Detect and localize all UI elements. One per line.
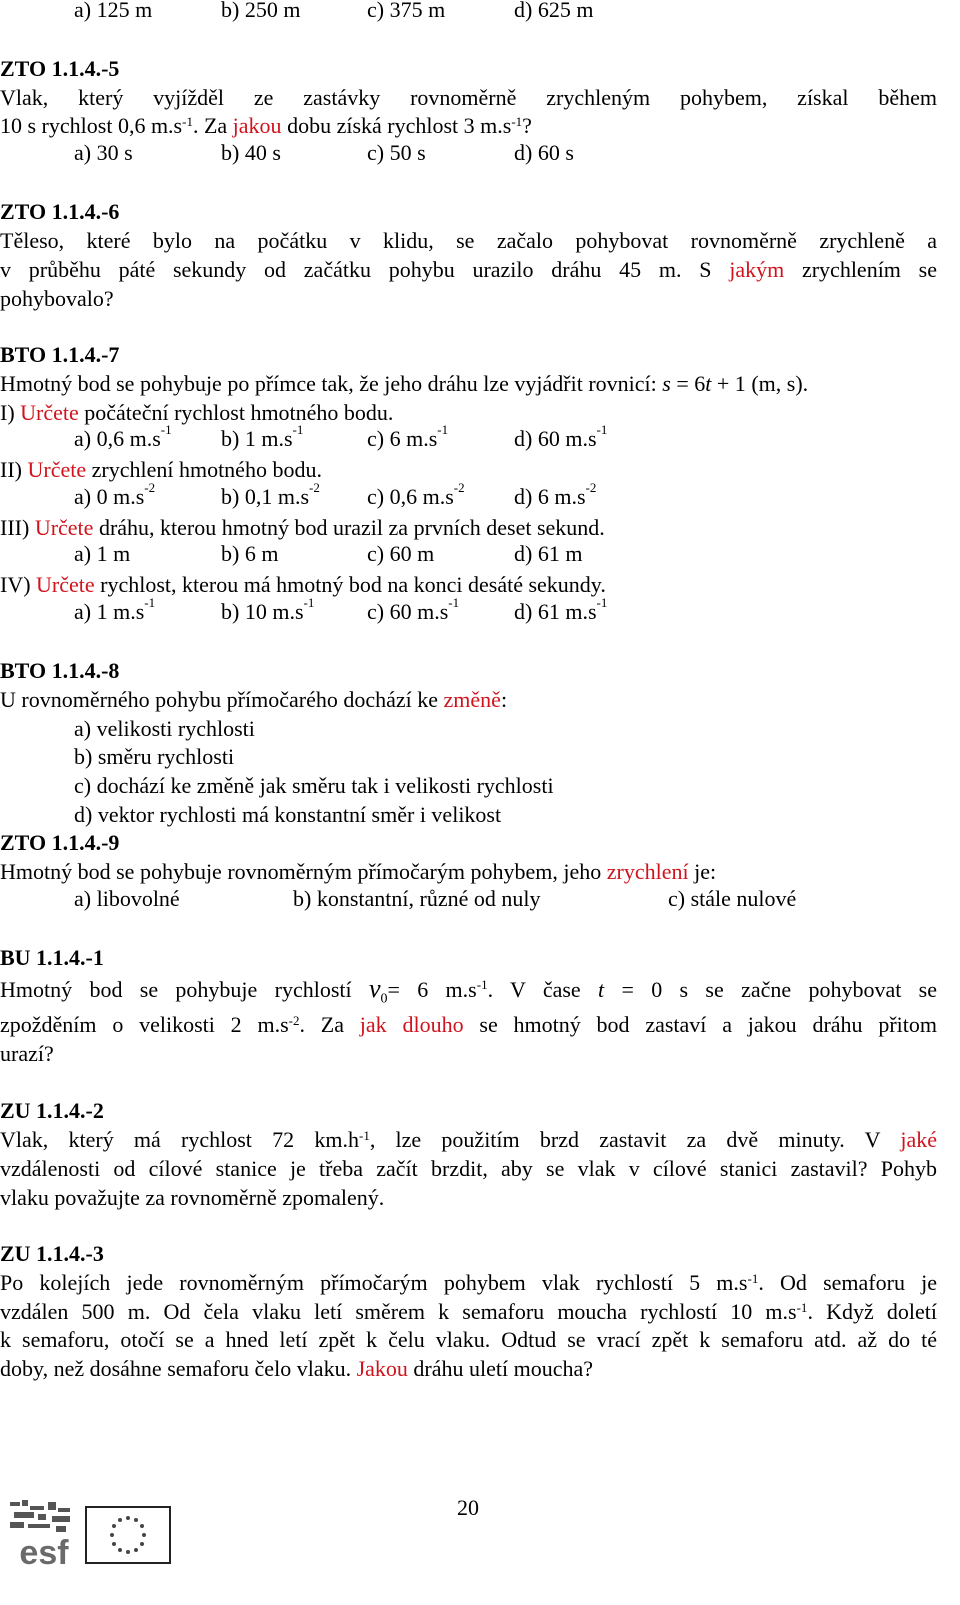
- highlight-word: změně: [443, 687, 501, 712]
- question-heading: BTO 1.1.4.-8: [0, 658, 120, 683]
- question-heading: ZU 1.1.4.-3: [0, 1241, 104, 1266]
- option-a: a) velikosti rychlosti: [74, 716, 255, 741]
- question-text-line: Hmotný bod se pohybuje rychlostí $v_0= 6$ $m.s^{-1}$. V čase t = 0 s se začne pohybovat se: [0, 974, 938, 1007]
- option-b: b) konstantní, různé od nuly: [293, 886, 541, 911]
- option-b: b) 6 m: [221, 541, 279, 566]
- question-heading: ZTO 1.1.4.-6: [0, 199, 120, 224]
- option-b: b) 40 s: [221, 140, 281, 165]
- highlight-word: jaké: [900, 1127, 937, 1152]
- option-c: c) 60 $m.s^{-1}$: [367, 595, 460, 624]
- question-text-line: Hmotný bod se pohybuje rovnoměrným přímočarým pohybem, jeho zrychlení je:: [0, 859, 717, 884]
- option-c: c) 60 m: [367, 541, 435, 566]
- option-a: a) 0,6 $m.s^{-1}$: [74, 422, 172, 451]
- subquestion-line: III) Určete dráhu, kterou hmotný bod urazil za prvních deset sekund.: [0, 515, 605, 540]
- question-text-line: vzdálenosti od cílové stanice je třeba začít brzdit, aby se vlak v cílové stanici zastavil? Pohyb: [0, 1156, 937, 1181]
- eu-flag: [85, 1506, 171, 1564]
- page-number: 20: [457, 1495, 479, 1520]
- esf-logo-icon: [8, 1498, 80, 1570]
- answer-options: [0, 422, 937, 455]
- subquestion-line: II) Určete zrychlení hmotného bodu.: [0, 457, 322, 482]
- question-text-line: v průběhu páté sekundy od začátku pohybu urazilo dráhu 45 m. S jakým zrychlením se: [0, 257, 937, 282]
- question-heading: ZTO 1.1.4.-9: [0, 830, 120, 855]
- equation: s = 6t + 1: [662, 371, 746, 396]
- question-text-line: vlaku považujte za rovnoměrně zpomalený.: [0, 1185, 385, 1210]
- option-d: d) 61 m: [514, 541, 583, 566]
- answer-options: [0, 480, 937, 513]
- question-heading: BTO 1.1.4.-7: [0, 342, 120, 367]
- question-text-line: U rovnoměrného pohybu přímočarého dochází ke změně:: [0, 687, 508, 712]
- question-text-line: Po kolejích jede rovnoměrným přímočarým pohybem vlak rychlostí 5 $m.s^{-1}$. Od semaforu je: [0, 1270, 937, 1295]
- question-heading: ZTO 1.1.4.-5: [0, 56, 120, 81]
- option-d: d) vektor rychlosti má konstantní směr i velikost: [74, 802, 502, 827]
- answer-options: [0, 541, 937, 570]
- question-text-line: k semaforu, otočí se a hned letí zpět k čelu vlaku. Odtud se vrací zpět k semaforu atd. až do té: [0, 1327, 937, 1352]
- answer-options: [0, 595, 937, 628]
- question-text-line: urazí?: [0, 1041, 54, 1066]
- option-a: a) 125 m: [74, 0, 153, 22]
- eu-stars-icon: [87, 1508, 169, 1562]
- question-heading: ZU 1.1.4.-2: [0, 1098, 104, 1123]
- prev-question-options: [0, 0, 937, 26]
- question-heading: BU 1.1.4.-1: [0, 945, 104, 970]
- question-text-line: Těleso, které bylo na počátku v klidu, se začalo pohybovat rovnoměrně zrychleně a: [0, 228, 937, 253]
- option-d: d) 60 $m.s^{-1}$: [514, 422, 608, 451]
- esf-logo-text: esf: [19, 1534, 69, 1570]
- question-text-line: Vlak, který vyjížděl ze zastávky rovnoměrně zrychleným pohybem, získal během: [0, 85, 937, 110]
- question-text-line: zpožděním o velikosti 2 $m.s^{-2}$. Za jak dlouho se hmotný bod zastaví a jakou dráhu přitom: [0, 1012, 937, 1037]
- option-a: a) libovolné: [74, 886, 180, 911]
- esf-logo: [8, 1498, 80, 1570]
- option-a: a) 1 m: [74, 541, 131, 566]
- option-a: a) 1 $m.s^{-1}$: [74, 595, 156, 624]
- subquestion-line: I) Určete počáteční rychlost hmotného bodu.: [0, 400, 394, 425]
- highlight-word: Určete: [34, 515, 94, 540]
- question-text-line: 10 s rychlost 0,6 $m.s^{-1}$. Za jakou dobu získá rychlost 3 $m.s^{-1}$?: [0, 113, 532, 138]
- question-text-line: Vlak, který má rychlost 72 $km.h^{-1}$, lze použitím brzd zastavit za dvě minuty. V jaké: [0, 1127, 937, 1152]
- option-d: d) 625 m: [514, 0, 594, 22]
- option-c: c) 50 s: [367, 140, 426, 165]
- answer-options: [0, 140, 937, 169]
- highlight-word: jak dlouho: [359, 1012, 464, 1037]
- highlight-word: Určete: [20, 400, 79, 425]
- option-c: c) stále nulové: [668, 886, 797, 911]
- option-c: c) 6 $m.s^{-1}$: [367, 422, 449, 451]
- question-text-line: doby, než dosáhne semaforu čelo vlaku. Jakou dráhu uletí moucha?: [0, 1356, 594, 1381]
- question-text-line: vzdálen 500 m. Od čela vlaku letí směrem k semaforu moucha rychlostí 10 $m.s^{-1}$. Když doletí: [0, 1299, 937, 1324]
- option-c: c) 0,6 $m.s^{-2}$: [367, 480, 465, 509]
- option-a: a) 30 s: [74, 140, 133, 165]
- highlight-word: jakou: [232, 113, 282, 138]
- option-b: b) 1 $m.s^{-1}$: [221, 422, 304, 451]
- option-c: c) dochází ke změně jak směru tak i velikosti rychlosti: [74, 773, 554, 798]
- option-b: b) směru rychlosti: [74, 744, 235, 769]
- subquestion-line: IV) Určete rychlost, kterou má hmotný bod na konci desáté sekundy.: [0, 572, 606, 597]
- highlight-word: Určete: [36, 572, 95, 597]
- option-b: b) 10 $m.s^{-1}$: [221, 595, 315, 624]
- option-d: d) 61 $m.s^{-1}$: [514, 595, 608, 624]
- answer-options: [0, 886, 937, 915]
- highlight-word: zrychlení: [606, 859, 689, 884]
- option-d: d) 60 s: [514, 140, 574, 165]
- highlight-word: Určete: [27, 457, 87, 482]
- option-b: b) 0,1 $m.s^{-2}$: [221, 480, 320, 509]
- option-b: b) 250 m: [221, 0, 301, 22]
- option-c: c) 375 m: [367, 0, 446, 22]
- highlight-word: jakým: [729, 257, 785, 282]
- question-text-line: pohybovalo?: [0, 286, 114, 311]
- option-a: a) 0 $m.s^{-2}$: [74, 480, 156, 509]
- option-d: d) 6 $m.s^{-2}$: [514, 480, 597, 509]
- highlight-word: Jakou: [356, 1356, 408, 1381]
- question-text-line: Hmotný bod se pohybuje po přímce tak, že jeho dráhu lze vyjádřit rovnicí: s = 6t + 1 (m, s).: [0, 371, 809, 396]
